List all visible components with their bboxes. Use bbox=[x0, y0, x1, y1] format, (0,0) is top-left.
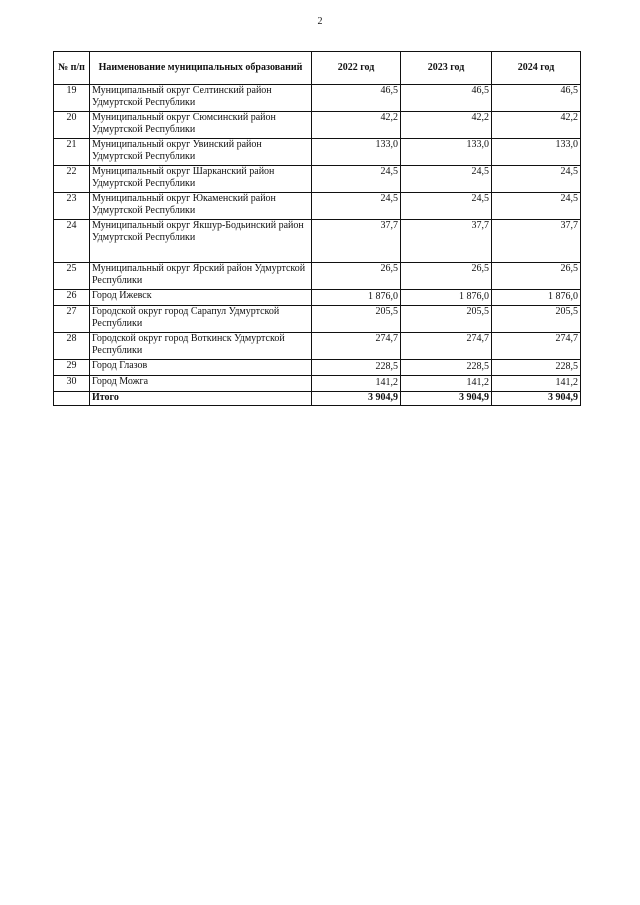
row-value-2024: 1 876,0 bbox=[492, 290, 581, 306]
row-number: 30 bbox=[54, 376, 90, 392]
row-number: 25 bbox=[54, 263, 90, 290]
row-name: Город Можга bbox=[90, 376, 312, 392]
table-body bbox=[54, 85, 581, 392]
row-number: 29 bbox=[54, 360, 90, 376]
row-value-2022: 205,5 bbox=[312, 306, 401, 333]
total-number-cell bbox=[54, 392, 90, 406]
row-name: Городской округ город Сарапул Удмуртской Республики bbox=[90, 306, 312, 333]
header-2022: 2022 год bbox=[312, 52, 401, 85]
total-row bbox=[54, 392, 581, 406]
row-value-2023: 46,5 bbox=[401, 85, 492, 112]
row-value-2023: 1 876,0 bbox=[401, 290, 492, 306]
row-number: 20 bbox=[54, 112, 90, 139]
row-number: 26 bbox=[54, 290, 90, 306]
row-value-2024: 42,2 bbox=[492, 112, 581, 139]
row-number: 27 bbox=[54, 306, 90, 333]
total-2023: 3 904,9 bbox=[401, 392, 492, 406]
row-value-2022: 42,2 bbox=[312, 112, 401, 139]
table-row bbox=[54, 360, 581, 376]
row-value-2024: 133,0 bbox=[492, 139, 581, 166]
row-name: Муниципальный округ Юкаменский район Удмуртской Республики bbox=[90, 193, 312, 220]
row-value-2024: 24,5 bbox=[492, 193, 581, 220]
row-value-2022: 26,5 bbox=[312, 263, 401, 290]
table-row bbox=[54, 220, 581, 263]
row-value-2023: 26,5 bbox=[401, 263, 492, 290]
row-value-2023: 228,5 bbox=[401, 360, 492, 376]
row-value-2024: 205,5 bbox=[492, 306, 581, 333]
row-value-2024: 24,5 bbox=[492, 166, 581, 193]
page-number: 2 bbox=[317, 16, 323, 27]
row-value-2022: 228,5 bbox=[312, 360, 401, 376]
table-row bbox=[54, 112, 581, 139]
row-name: Муниципальный округ Шарканский район Удмуртской Республики bbox=[90, 166, 312, 193]
total-label: Итого bbox=[90, 392, 312, 406]
row-value-2023: 24,5 bbox=[401, 166, 492, 193]
row-value-2024: 37,7 bbox=[492, 220, 581, 263]
row-value-2024: 141,2 bbox=[492, 376, 581, 392]
table-row bbox=[54, 263, 581, 290]
row-number: 22 bbox=[54, 166, 90, 193]
header-name: Наименование муниципальных образований bbox=[90, 52, 312, 85]
table-row bbox=[54, 333, 581, 360]
total-2024: 3 904,9 bbox=[492, 392, 581, 406]
row-value-2022: 24,5 bbox=[312, 193, 401, 220]
table-row bbox=[54, 139, 581, 166]
total-2022: 3 904,9 bbox=[312, 392, 401, 406]
table-row bbox=[54, 85, 581, 112]
header-2023: 2023 год bbox=[401, 52, 492, 85]
header-number: № п/п bbox=[54, 52, 90, 85]
row-value-2023: 274,7 bbox=[401, 333, 492, 360]
header-2024: 2024 год bbox=[492, 52, 581, 85]
row-name: Муниципальный округ Ярский район Удмуртской Республики bbox=[90, 263, 312, 290]
table-row bbox=[54, 306, 581, 333]
row-name: Муниципальный округ Якшур-Бодьинский район Удмуртской Республики bbox=[90, 220, 312, 263]
row-value-2022: 24,5 bbox=[312, 166, 401, 193]
row-name: Город Глазов bbox=[90, 360, 312, 376]
row-value-2022: 1 876,0 bbox=[312, 290, 401, 306]
row-value-2024: 26,5 bbox=[492, 263, 581, 290]
table-row bbox=[54, 290, 581, 306]
row-name: Городской округ город Воткинск Удмуртской Республики bbox=[90, 333, 312, 360]
row-name: Муниципальный округ Селтинский район Удмуртской Республики bbox=[90, 85, 312, 112]
row-value-2022: 274,7 bbox=[312, 333, 401, 360]
row-value-2023: 42,2 bbox=[401, 112, 492, 139]
row-value-2022: 37,7 bbox=[312, 220, 401, 263]
row-name: Муниципальный округ Увинский район Удмуртской Республики bbox=[90, 139, 312, 166]
row-number: 21 bbox=[54, 139, 90, 166]
row-number: 24 bbox=[54, 220, 90, 263]
table-header-row bbox=[54, 52, 581, 85]
row-value-2023: 24,5 bbox=[401, 193, 492, 220]
row-value-2023: 205,5 bbox=[401, 306, 492, 333]
row-value-2023: 141,2 bbox=[401, 376, 492, 392]
table-row bbox=[54, 376, 581, 392]
row-value-2022: 141,2 bbox=[312, 376, 401, 392]
row-value-2022: 46,5 bbox=[312, 85, 401, 112]
row-name: Город Ижевск bbox=[90, 290, 312, 306]
row-name: Муниципальный округ Сюмсинский район Удмуртской Республики bbox=[90, 112, 312, 139]
row-value-2022: 133,0 bbox=[312, 139, 401, 166]
row-value-2024: 46,5 bbox=[492, 85, 581, 112]
table-row bbox=[54, 193, 581, 220]
row-value-2024: 274,7 bbox=[492, 333, 581, 360]
budget-table bbox=[53, 51, 581, 406]
table-row bbox=[54, 166, 581, 193]
row-number: 23 bbox=[54, 193, 90, 220]
row-value-2023: 133,0 bbox=[401, 139, 492, 166]
row-value-2024: 228,5 bbox=[492, 360, 581, 376]
row-value-2023: 37,7 bbox=[401, 220, 492, 263]
row-number: 28 bbox=[54, 333, 90, 360]
row-number: 19 bbox=[54, 85, 90, 112]
